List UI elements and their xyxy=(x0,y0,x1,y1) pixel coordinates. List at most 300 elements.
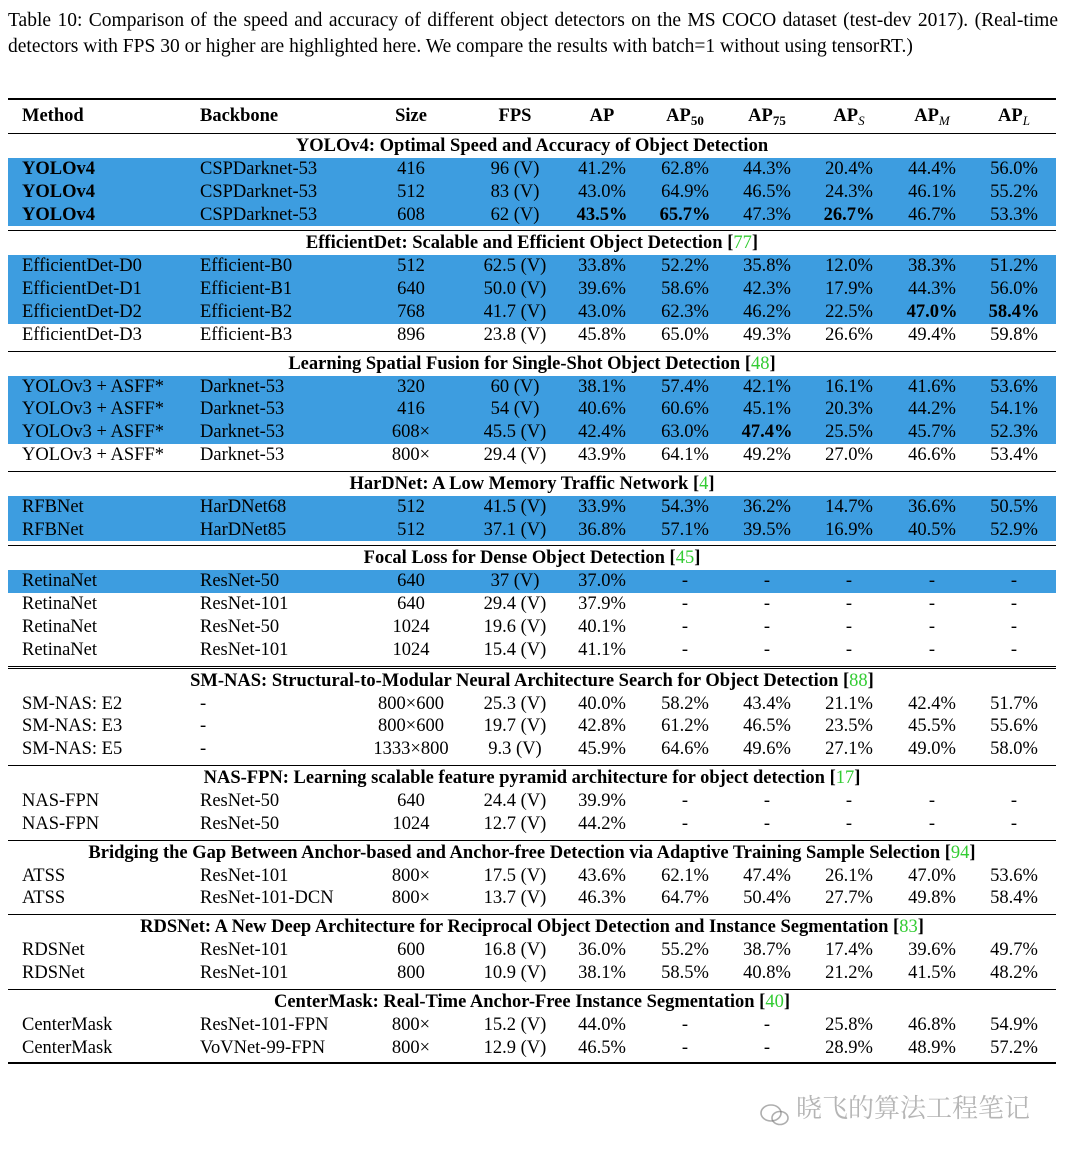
cell-size: 512 xyxy=(397,519,425,540)
cell-ap75: 46.5% xyxy=(743,716,791,737)
cell-ap: 44.2% xyxy=(578,813,626,834)
table-row xyxy=(8,1037,1056,1060)
table-row xyxy=(8,181,1056,204)
table-row xyxy=(8,887,1056,910)
cell-ap: 45.8% xyxy=(578,324,626,345)
cell-ap75: 49.6% xyxy=(743,739,791,760)
cell-aps: 20.4% xyxy=(825,159,873,179)
cell-ap75: 44.3% xyxy=(743,159,791,179)
cell-apm: 45.7% xyxy=(908,422,956,443)
cell-aps: 27.1% xyxy=(825,739,873,760)
cell-apl: - xyxy=(1010,616,1018,637)
cell-ap: 39.6% xyxy=(578,279,626,300)
cell-ap75: 49.3% xyxy=(743,324,791,345)
cell-apl: 53.6% xyxy=(990,865,1038,886)
caption-text: Table 10: Comparison of the speed and accuracy of different object detectors on the MS COCO dataset (test-dev 2017). (Real-time detectors with FPS 30 or higher are highlighted here. We compare the results with batch=1 without using tensorRT.) xyxy=(8,10,1058,57)
cell-backbone: Darknet-53 xyxy=(200,399,285,420)
cell-ap50: 58.6% xyxy=(661,279,709,300)
cell-method: CenterMask xyxy=(22,1014,113,1035)
cell-apl: 56.0% xyxy=(990,279,1038,300)
cell-ap50: 64.1% xyxy=(661,444,709,465)
cell-backbone: VoVNet-99-FPN xyxy=(200,1037,326,1058)
cell-ap75: 46.2% xyxy=(743,301,791,322)
cell-method: SM-NAS: E2 xyxy=(22,693,123,714)
citation-link[interactable]: 77 xyxy=(733,233,752,254)
cell-method: RDSNet xyxy=(22,940,85,961)
cell-ap: 42.4% xyxy=(578,422,626,443)
cell-ap75: - xyxy=(763,1014,771,1035)
cell-fps: 16.8 (V) xyxy=(483,940,547,961)
table-row xyxy=(8,693,1056,716)
cell-fps: 12.9 (V) xyxy=(483,1037,547,1058)
cell-ap50: - xyxy=(681,1037,689,1058)
cell-apl: 54.9% xyxy=(990,1014,1038,1035)
cell-ap75: - xyxy=(763,571,771,592)
table-row xyxy=(8,204,1056,227)
cell-ap75: 49.2% xyxy=(743,444,791,465)
cell-ap50: 57.1% xyxy=(661,519,709,540)
watermark-text: 晓飞的算法工程笔记 xyxy=(796,1094,1031,1124)
cell-ap: 43.0% xyxy=(578,181,626,202)
cell-method: EfficientDet-D2 xyxy=(22,301,142,322)
table-row xyxy=(8,939,1056,962)
cell-ap: 33.8% xyxy=(578,256,626,277)
cell-apm: - xyxy=(928,594,936,615)
cell-ap: 45.9% xyxy=(578,739,626,760)
section-title: NAS-FPN: Learning scalable feature pyramid architecture for object detection [17] xyxy=(203,767,861,788)
table-body xyxy=(8,134,1056,1064)
header-fps: FPS xyxy=(498,106,532,126)
table-row xyxy=(8,639,1056,662)
cell-size: 1024 xyxy=(392,813,430,834)
table-row xyxy=(8,278,1056,301)
cell-fps: 62.5 (V) xyxy=(483,256,547,277)
cell-aps: 28.9% xyxy=(825,1037,873,1058)
cell-ap75: 39.5% xyxy=(743,519,791,540)
cell-fps: 15.2 (V) xyxy=(483,1014,547,1035)
cell-apm: - xyxy=(928,813,936,834)
cell-size: 640 xyxy=(397,790,425,811)
table-row xyxy=(8,790,1056,813)
cell-ap: 43.0% xyxy=(578,301,626,322)
cell-ap: 41.2% xyxy=(578,159,626,179)
header-method: Method xyxy=(22,106,84,126)
cell-backbone: ResNet-101 xyxy=(200,940,289,961)
cell-apm: 36.6% xyxy=(908,496,956,517)
table-row xyxy=(8,398,1056,421)
cell-ap75: 36.2% xyxy=(743,496,791,517)
cell-method: YOLOv3 + ASFF* xyxy=(22,376,165,397)
cell-ap: 42.8% xyxy=(578,716,626,737)
cell-ap50: - xyxy=(681,813,689,834)
cell-ap50: - xyxy=(681,594,689,615)
cell-ap75: 43.4% xyxy=(743,693,791,714)
cell-fps: 37 (V) xyxy=(490,571,540,592)
cell-apl: 58.4% xyxy=(988,301,1040,322)
section-title: Bridging the Gap Between Anchor-based and Anchor-free Detection via Adaptive Training Sample Selection [94] xyxy=(88,842,976,863)
cell-size: 1024 xyxy=(392,639,430,660)
cell-apl: 55.2% xyxy=(990,181,1038,202)
cell-apl: 52.9% xyxy=(990,519,1038,540)
cell-apl: - xyxy=(1010,790,1018,811)
cell-aps: 16.1% xyxy=(825,376,873,397)
cell-apl: 53.6% xyxy=(990,376,1038,397)
table-row xyxy=(8,421,1056,444)
cell-ap75: 50.4% xyxy=(743,888,791,909)
cell-backbone: HarDNet85 xyxy=(200,519,287,540)
cell-aps: - xyxy=(845,594,853,615)
watermark xyxy=(760,1088,1050,1130)
cell-ap75: 40.8% xyxy=(743,962,791,983)
cell-ap: 43.5% xyxy=(576,204,628,225)
cell-fps: 41.7 (V) xyxy=(483,301,547,322)
cell-ap50: 62.1% xyxy=(661,865,709,886)
cell-fps: 62 (V) xyxy=(490,204,540,225)
cell-apm: - xyxy=(928,639,936,660)
cell-backbone: ResNet-101 xyxy=(200,865,289,886)
cell-ap50: 61.2% xyxy=(661,716,709,737)
cell-method: EfficientDet-D0 xyxy=(22,256,142,277)
cell-apm: 47.0% xyxy=(906,301,958,322)
table-row xyxy=(8,570,1056,593)
cell-backbone: Efficient-B3 xyxy=(200,324,293,345)
cell-backbone: CSPDarknet-53 xyxy=(200,204,318,225)
cell-method: YOLOv3 + ASFF* xyxy=(22,399,165,420)
cell-ap50: 62.8% xyxy=(661,159,709,179)
section-title: Focal Loss for Dense Object Detection [45] xyxy=(363,548,701,569)
cell-method: YOLOv3 + ASFF* xyxy=(22,422,165,443)
cell-size: 608 xyxy=(397,204,425,225)
cell-fps: 15.4 (V) xyxy=(483,639,547,660)
comparison-table xyxy=(8,98,1056,1064)
cell-aps: - xyxy=(845,571,853,592)
cell-apm: 47.0% xyxy=(908,865,956,886)
cell-apl: 53.3% xyxy=(990,204,1038,225)
cell-fps: 24.4 (V) xyxy=(483,790,547,811)
cell-apm: 39.6% xyxy=(908,940,956,961)
cell-apm: 46.6% xyxy=(908,444,956,465)
cell-size: 800×600 xyxy=(378,693,444,714)
cell-apm: - xyxy=(928,616,936,637)
cell-size: 1333×800 xyxy=(373,739,449,760)
cell-method: NAS-FPN xyxy=(22,813,100,834)
cell-ap50: - xyxy=(681,639,689,660)
cell-size: 800 xyxy=(397,962,425,983)
cell-ap50: 60.6% xyxy=(661,399,709,420)
cell-aps: 17.4% xyxy=(825,940,873,961)
cell-aps: 27.7% xyxy=(825,888,873,909)
cell-aps: 21.1% xyxy=(825,693,873,714)
cell-ap50: 65.7% xyxy=(659,204,711,225)
citation-link[interactable]: 45 xyxy=(675,548,695,569)
cell-backbone: Darknet-53 xyxy=(200,422,285,443)
table-row xyxy=(8,616,1056,639)
cell-ap75: 47.4% xyxy=(741,422,793,443)
cell-apm: - xyxy=(928,790,936,811)
cell-ap50: 58.5% xyxy=(661,962,709,983)
cell-backbone: ResNet-101 xyxy=(200,594,289,615)
cell-size: 800× xyxy=(391,888,431,909)
header-backbone: Backbone xyxy=(200,106,279,126)
cell-apl: 58.4% xyxy=(990,888,1038,909)
cell-size: 640 xyxy=(397,594,425,615)
cell-ap: 40.1% xyxy=(578,616,626,637)
cell-size: 800×600 xyxy=(378,716,444,737)
cell-ap75: 38.7% xyxy=(743,940,791,961)
cell-ap50: 58.2% xyxy=(661,693,709,714)
citation-link[interactable]: 40 xyxy=(765,991,784,1012)
cell-ap50: 62.3% xyxy=(661,301,709,322)
cell-apm: 41.5% xyxy=(908,962,956,983)
cell-ap50: - xyxy=(681,790,689,811)
cell-backbone: HarDNet68 xyxy=(200,496,287,517)
cell-apl: - xyxy=(1010,594,1018,615)
section-title: RDSNet: A New Deep Architecture for Reciprocal Object Detection and Instance Segmentation [83] xyxy=(140,917,924,938)
citation-link[interactable]: 94 xyxy=(950,842,970,863)
cell-aps: 26.7% xyxy=(823,204,875,225)
cell-ap: 37.0% xyxy=(578,571,626,592)
cell-size: 512 xyxy=(397,256,425,277)
cell-backbone: ResNet-101 xyxy=(200,639,289,660)
cell-ap75: - xyxy=(763,790,771,811)
cell-ap50: - xyxy=(681,571,689,592)
cell-ap75: - xyxy=(763,813,771,834)
table-row xyxy=(8,496,1056,519)
cell-ap: 46.5% xyxy=(578,1037,626,1058)
cell-ap: 43.6% xyxy=(578,865,626,886)
cell-fps: 41.5 (V) xyxy=(483,496,547,517)
cell-fps: 23.8 (V) xyxy=(483,324,547,345)
header-ap75: $AP_{75}$ xyxy=(748,106,786,128)
header-size: Size xyxy=(395,106,427,126)
table-row xyxy=(8,715,1056,738)
cell-ap: 40.6% xyxy=(578,399,626,420)
cell-apm: 44.3% xyxy=(908,279,956,300)
table-row xyxy=(8,865,1056,888)
cell-apl: 52.3% xyxy=(990,422,1038,443)
cell-apl: 53.4% xyxy=(990,444,1038,465)
cell-method: SM-NAS: E3 xyxy=(22,716,123,737)
cell-aps: 22.5% xyxy=(825,301,873,322)
cell-fps: 45.5 (V) xyxy=(483,422,547,443)
header-aps: $AP_S$ xyxy=(833,106,865,128)
citation-link[interactable]: 17 xyxy=(835,767,855,788)
table-row xyxy=(8,376,1056,399)
cell-aps: 26.6% xyxy=(825,324,873,345)
cell-apm: 46.8% xyxy=(908,1014,956,1035)
cell-size: 800× xyxy=(391,444,431,465)
cell-ap75: 42.1% xyxy=(743,376,791,397)
cell-backbone: ResNet-101-DCN xyxy=(200,888,334,909)
cell-aps: - xyxy=(845,616,853,637)
cell-backbone: CSPDarknet-53 xyxy=(200,159,318,179)
cell-method: YOLOv4 xyxy=(22,204,95,225)
cell-apl: 51.2% xyxy=(990,256,1038,277)
header-apm: $AP_M$ xyxy=(914,106,950,128)
cell-ap: 38.1% xyxy=(578,962,626,983)
cell-apm: 49.4% xyxy=(908,324,956,345)
cell-ap50: 64.7% xyxy=(661,888,709,909)
cell-ap75: - xyxy=(763,639,771,660)
cell-size: 800× xyxy=(391,1014,431,1035)
cell-apl: - xyxy=(1010,639,1018,660)
cell-ap75: - xyxy=(763,616,771,637)
cell-backbone: Efficient-B2 xyxy=(200,301,293,322)
citation-link[interactable]: 83 xyxy=(899,917,918,938)
cell-backbone: Darknet-53 xyxy=(200,376,285,397)
cell-method: ATSS xyxy=(22,888,66,909)
cell-apl: 54.1% xyxy=(990,399,1038,420)
cell-method: YOLOv4 xyxy=(22,159,95,179)
cell-apm: 42.4% xyxy=(908,693,956,714)
cell-aps: 25.5% xyxy=(825,422,873,443)
cell-fps: 96 (V) xyxy=(490,159,540,179)
citation-link[interactable]: 4 xyxy=(699,473,709,494)
cell-ap50: 55.2% xyxy=(661,940,709,961)
cell-method: ATSS xyxy=(22,865,66,886)
cell-method: NAS-FPN xyxy=(22,790,100,811)
cell-method: RDSNet xyxy=(22,962,85,983)
cell-fps: 25.3 (V) xyxy=(483,693,547,714)
cell-backbone: - xyxy=(200,716,207,737)
citation-link[interactable]: 88 xyxy=(849,670,868,691)
cell-ap: 36.8% xyxy=(578,519,626,540)
cell-ap75: 42.3% xyxy=(743,279,791,300)
cell-apm: 40.5% xyxy=(908,519,956,540)
cell-size: 416 xyxy=(397,159,425,179)
cell-method: RetinaNet xyxy=(22,639,98,660)
cell-apm: 48.9% xyxy=(908,1037,956,1058)
table-caption xyxy=(8,8,1058,60)
cell-fps: 83 (V) xyxy=(490,181,540,202)
table-row xyxy=(8,1014,1056,1037)
cell-fps: 19.7 (V) xyxy=(483,716,547,737)
cell-backbone: ResNet-50 xyxy=(200,813,280,834)
cell-ap50: - xyxy=(681,1014,689,1035)
cell-backbone: Darknet-53 xyxy=(200,444,285,465)
cell-apm: 49.8% xyxy=(908,888,956,909)
cell-size: 512 xyxy=(397,496,425,517)
cell-apm: 41.6% xyxy=(908,376,956,397)
cell-backbone: ResNet-101-FPN xyxy=(200,1014,329,1035)
table-row xyxy=(8,738,1056,761)
cell-apl: 49.7% xyxy=(990,940,1038,961)
cell-fps: 13.7 (V) xyxy=(483,888,547,909)
cell-apm: 46.1% xyxy=(908,181,956,202)
table-row xyxy=(8,301,1056,324)
cell-size: 600 xyxy=(397,940,425,961)
bottom-rule xyxy=(8,1062,1056,1064)
cell-fps: 60 (V) xyxy=(490,376,540,397)
cell-ap: 41.1% xyxy=(578,639,626,660)
cell-aps: 25.8% xyxy=(825,1014,873,1035)
citation-link[interactable]: 48 xyxy=(751,353,770,374)
cell-apl: 48.2% xyxy=(990,962,1038,983)
section-title: Learning Spatial Fusion for Single-Shot Object Detection [48] xyxy=(288,353,776,374)
cell-ap75: 47.3% xyxy=(743,204,791,225)
cell-aps: 14.7% xyxy=(825,496,873,517)
cell-ap75: 46.5% xyxy=(743,181,791,202)
cell-fps: 54 (V) xyxy=(490,399,540,420)
cell-aps: 24.3% xyxy=(825,181,873,202)
cell-size: 640 xyxy=(397,279,425,300)
cell-fps: 29.4 (V) xyxy=(483,444,547,465)
cell-apm: 38.3% xyxy=(908,256,956,277)
cell-aps: - xyxy=(845,639,853,660)
cell-ap: 39.9% xyxy=(578,790,626,811)
cell-ap: 44.0% xyxy=(578,1014,626,1035)
cell-aps: - xyxy=(845,790,853,811)
cell-method: RetinaNet xyxy=(22,616,98,637)
cell-aps: 16.9% xyxy=(825,519,873,540)
cell-aps: 27.0% xyxy=(825,444,873,465)
section-title: HarDNet: A Low Memory Traffic Network [4] xyxy=(349,473,715,494)
cell-method: RFBNet xyxy=(22,496,84,517)
cell-fps: 9.3 (V) xyxy=(488,739,542,760)
table-row xyxy=(8,813,1056,836)
cell-ap: 46.3% xyxy=(578,888,626,909)
table-row xyxy=(8,255,1056,278)
cell-backbone: CSPDarknet-53 xyxy=(200,181,318,202)
cell-aps: 26.1% xyxy=(825,865,873,886)
section-title: YOLOv4: Optimal Speed and Accuracy of Object Detection xyxy=(295,136,769,156)
cell-apl: 50.5% xyxy=(990,496,1038,517)
cell-ap: 40.0% xyxy=(578,693,626,714)
cell-aps: 20.3% xyxy=(825,399,873,420)
cell-size: 800× xyxy=(391,1037,431,1058)
cell-ap50: 54.3% xyxy=(661,496,709,517)
table-row xyxy=(8,158,1056,181)
cell-ap75: 47.4% xyxy=(743,865,791,886)
table-row xyxy=(8,324,1056,347)
cell-method: RetinaNet xyxy=(22,571,98,592)
cell-ap75: 45.1% xyxy=(743,399,791,420)
section-title: EfficientDet: Scalable and Efficient Object Detection [77] xyxy=(305,233,759,254)
cell-method: EfficientDet-D3 xyxy=(22,324,142,345)
cell-aps: - xyxy=(845,813,853,834)
cell-backbone: ResNet-50 xyxy=(200,616,280,637)
table-header-row xyxy=(8,100,1056,133)
cell-ap: 37.9% xyxy=(578,594,626,615)
cell-ap50: 52.2% xyxy=(661,256,709,277)
cell-apl: 59.8% xyxy=(990,324,1038,345)
cell-ap50: 57.4% xyxy=(661,376,709,397)
cell-ap: 43.9% xyxy=(578,444,626,465)
cell-aps: 21.2% xyxy=(825,962,873,983)
cell-aps: 23.5% xyxy=(825,716,873,737)
cell-backbone: ResNet-101 xyxy=(200,962,289,983)
cell-fps: 50.0 (V) xyxy=(483,279,547,300)
cell-backbone: - xyxy=(200,693,207,714)
cell-method: YOLOv3 + ASFF* xyxy=(22,444,165,465)
cell-apl: 56.0% xyxy=(990,159,1038,179)
cell-method: RFBNet xyxy=(22,519,84,540)
cell-aps: 17.9% xyxy=(825,279,873,300)
cell-apm: 46.7% xyxy=(908,204,956,225)
cell-ap50: 63.0% xyxy=(661,422,709,443)
table-row xyxy=(8,593,1056,616)
cell-ap: 33.9% xyxy=(578,496,626,517)
cell-size: 768 xyxy=(397,301,425,322)
cell-apl: - xyxy=(1010,813,1018,834)
cell-ap50: 64.6% xyxy=(661,739,709,760)
cell-fps: 29.4 (V) xyxy=(483,594,547,615)
cell-size: 896 xyxy=(397,324,425,345)
cell-fps: 17.5 (V) xyxy=(483,865,547,886)
cell-ap50: 65.0% xyxy=(661,324,709,345)
cell-ap50: 64.9% xyxy=(661,181,709,202)
cell-size: 608× xyxy=(391,422,431,443)
